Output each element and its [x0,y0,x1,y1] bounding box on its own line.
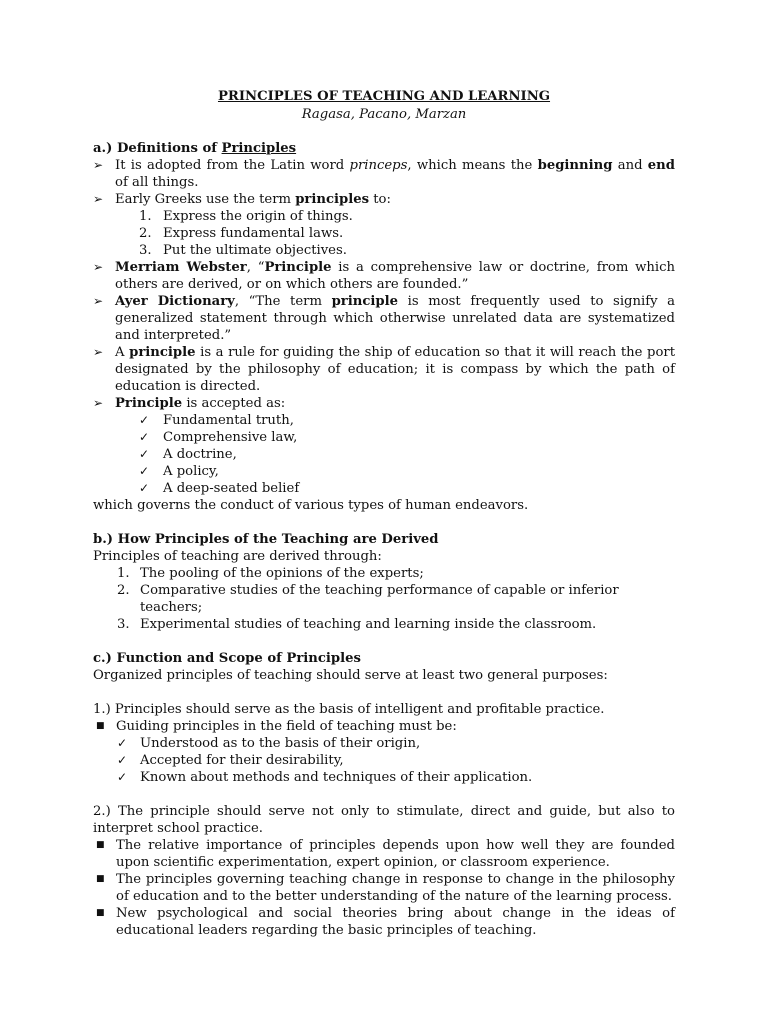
list-item: ✓ Accepted for their desirability, [117,753,344,768]
check-bullet-icon: ✓ [139,430,150,444]
paragraph: 1.) Principles should serve as the basis of intelligent and profitable practice. [93,702,605,717]
list-item: 3. Experimental studies of teaching and learning inside the classroom. [117,617,597,632]
list-item: 2. Express fundamental laws. [139,226,344,241]
check-bullet-icon: ✓ [117,736,128,750]
list-item: ➢ Ayer Dictionary, “The term principle is most frequently used to signify a generalized statement through which otherwise unrelated data are systematized and interpreted.” [93,294,675,343]
list-item: ➢ It is adopted from the Latin word princeps, which means the beginning and end of all things. [93,158,675,190]
check-bullet-icon: ✓ [139,413,150,427]
square-bullet-icon: ■ [96,840,105,850]
list-item: ➢ Merriam Webster, “Principle is a comprehensive law or doctrine, from which others are derived, or on which others are founded.” [93,260,675,292]
list-item: ■ New psychological and social theories bring about change in the ideas of educational leaders regarding the basic principles of teaching. [96,906,675,938]
list-item: 2. Comparative studies of the teaching performance of capable or inferior teachers; [117,583,619,615]
paragraph: 2.) The principle should serve not only to stimulate, direct and guide, but also to interpret school practice. [93,804,675,836]
list-item: 3. Put the ultimate objectives. [139,243,347,258]
check-bullet-icon: ✓ [117,753,128,767]
check-bullet-icon: ✓ [139,464,150,478]
check-bullet-icon: ✓ [139,481,150,495]
list-item: ➢ Principle is accepted as: [93,396,286,411]
square-bullet-icon: ■ [96,721,105,731]
list-item: ➢ Early Greeks use the term principles to: [93,192,391,207]
list-item: ✓ A deep-seated belief [139,481,300,496]
section-b-heading: b.) How Principles of the Teaching are Derived [93,532,439,547]
section-c-heading: c.) Function and Scope of Principles [93,651,361,666]
square-bullet-icon: ■ [96,908,105,918]
arrow-bullet-icon: ➢ [93,345,104,359]
list-item: ■ Guiding principles in the field of teaching must be: [96,719,457,734]
arrow-bullet-icon: ➢ [93,294,104,308]
list-item: ■ The relative importance of principles depends upon how well they are founded upon scientific experimentation, expert opinion, or classroom experience. [96,838,675,870]
arrow-bullet-icon: ➢ [93,192,104,206]
section-a-heading: a.) Definitions of Principles [93,141,297,156]
list-item: 1. Express the origin of things. [139,209,353,224]
paragraph: Organized principles of teaching should serve at least two general purposes: [93,668,608,683]
arrow-bullet-icon: ➢ [93,260,104,274]
list-item: ✓ A doctrine, [139,447,237,462]
list-item: ✓ Comprehensive law, [139,430,298,445]
square-bullet-icon: ■ [96,874,105,884]
check-bullet-icon: ✓ [117,770,128,784]
arrow-bullet-icon: ➢ [93,158,104,172]
document-body [93,140,675,939]
list-item: 1. The pooling of the opinions of the experts; [117,566,424,581]
document-title: PRINCIPLES OF TEACHING AND LEARNING [217,89,551,104]
arrow-bullet-icon: ➢ [93,396,104,410]
document-authors: Ragasa, Pacano, Marzan [301,107,467,122]
list-item: ■ The principles governing teaching change in response to change in the philosophy of education and to the better understanding of the nature of the learning process. [96,872,675,904]
list-item: ✓ A policy, [139,464,219,479]
paragraph: Principles of teaching are derived through: [93,549,382,564]
list-item: ✓ Fundamental truth, [139,413,294,428]
list-item: ➢ A principle is a rule for guiding the ship of education so that it will reach the port designated by the philosophy of education; it is compass by which the path of education is directed. [93,345,675,394]
check-bullet-icon: ✓ [139,447,150,461]
list-item: ✓ Known about methods and techniques of their application. [117,770,533,785]
list-item: ✓ Understood as to the basis of their origin, [117,736,421,751]
paragraph: which governs the conduct of various types of human endeavors. [93,498,529,513]
